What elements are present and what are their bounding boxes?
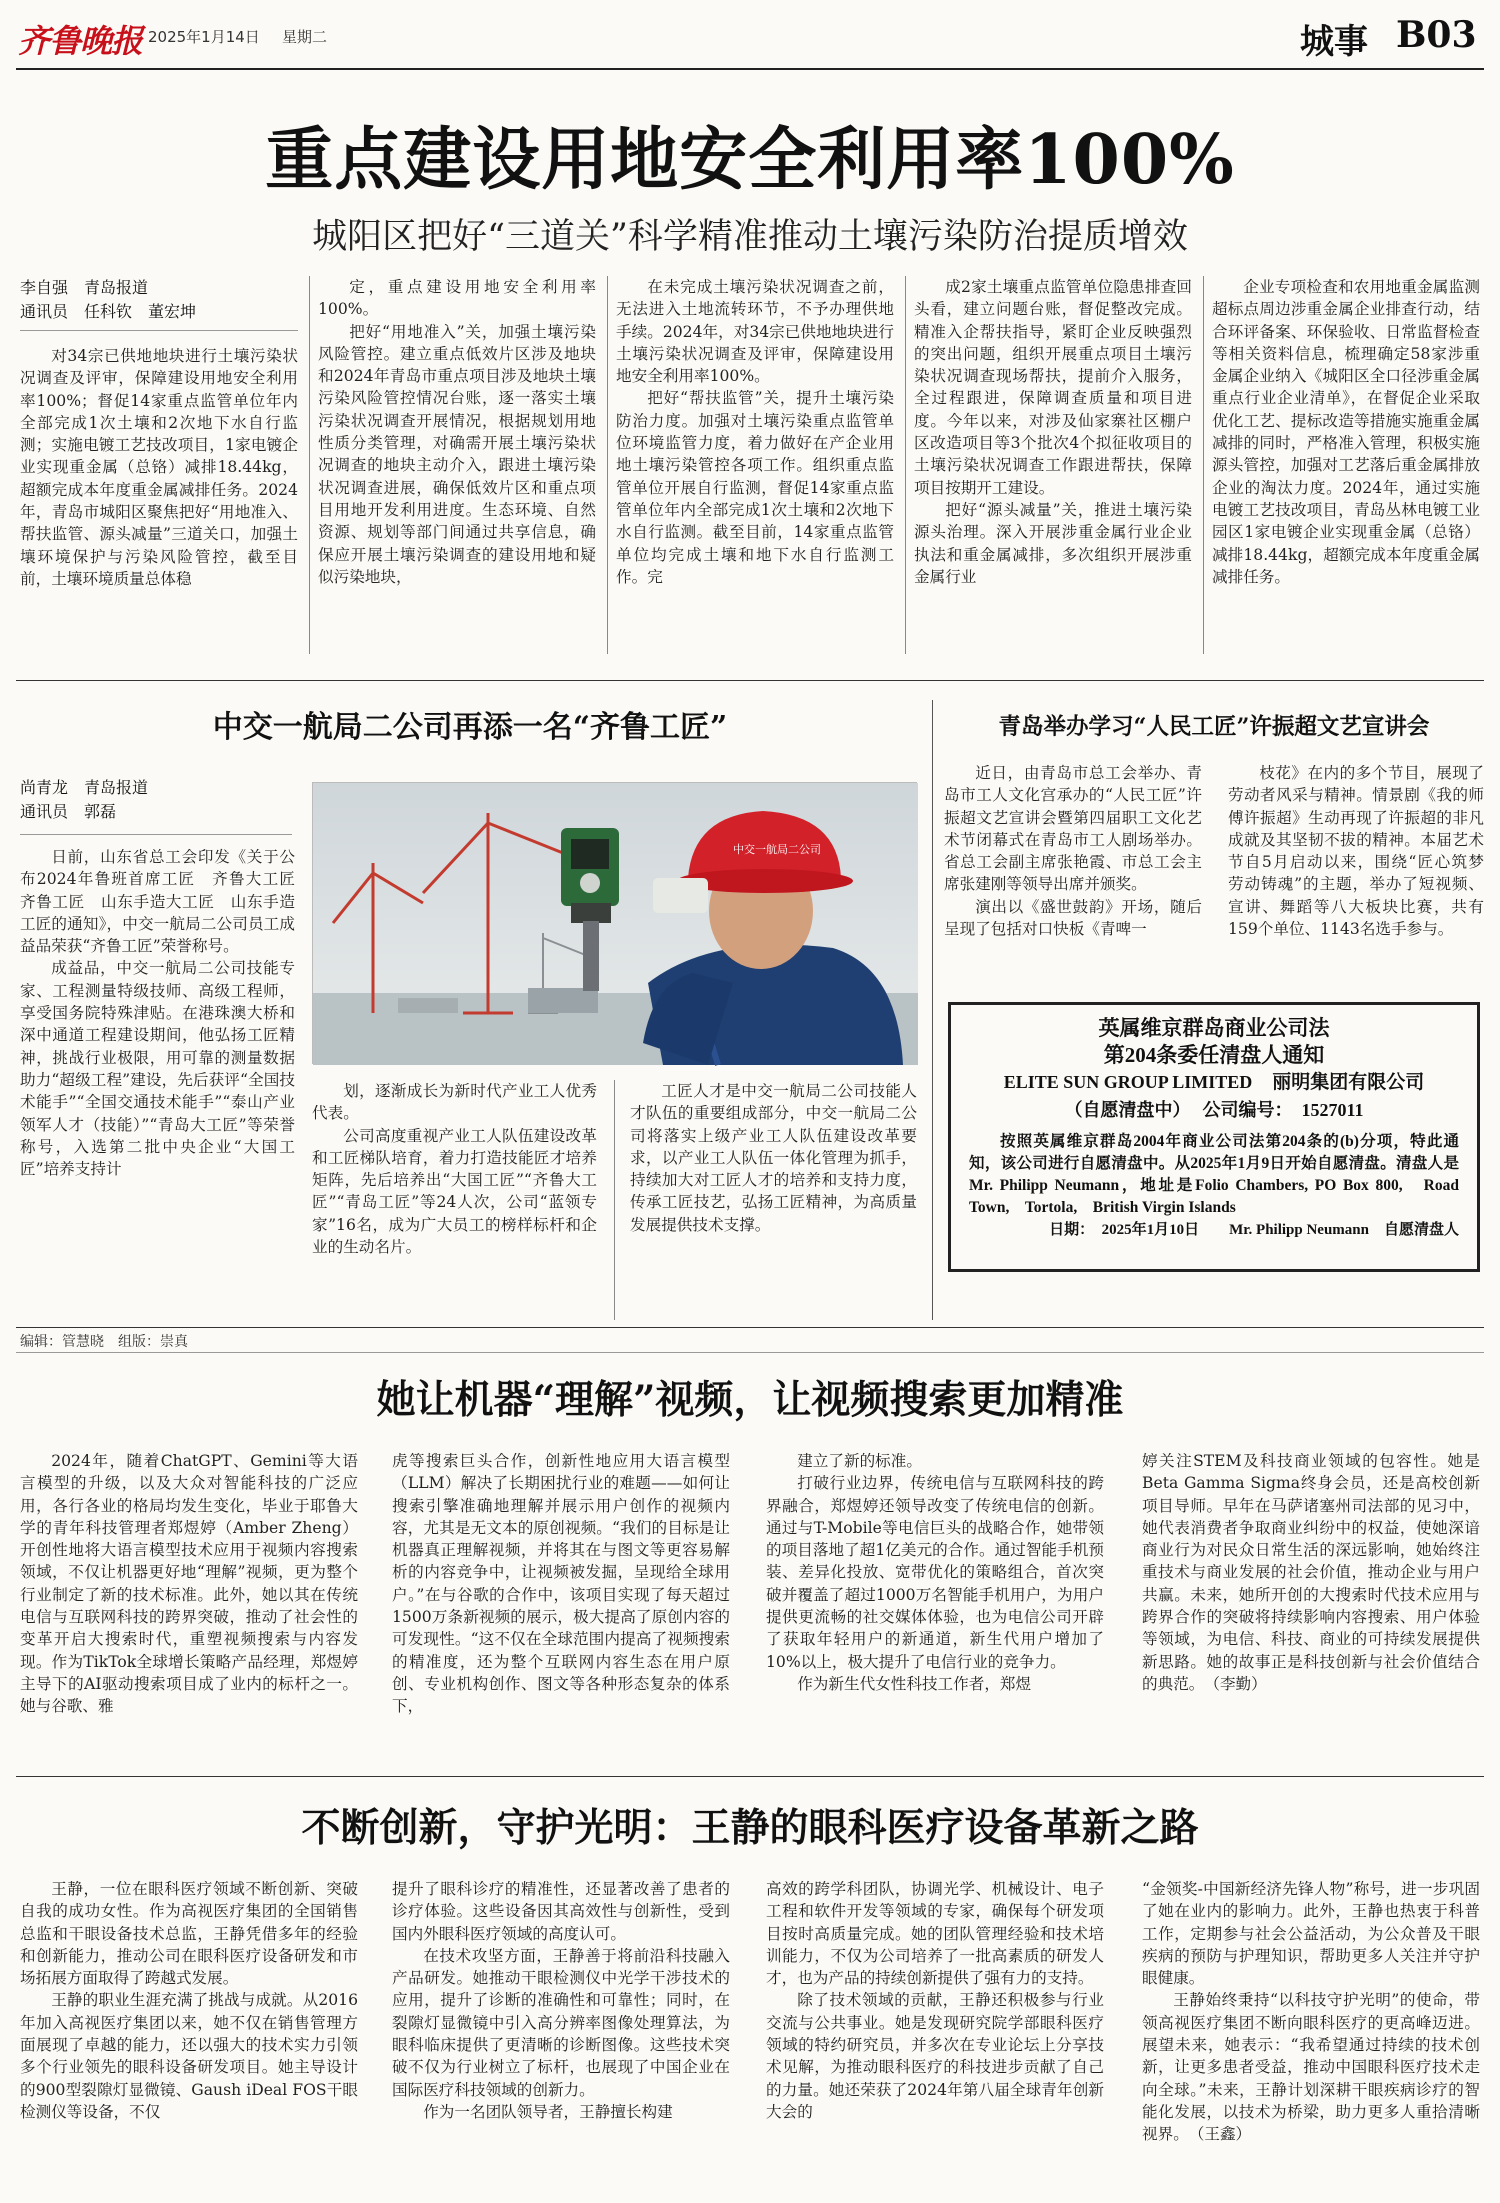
article4-column-4 [1142, 1450, 1480, 1762]
byline-correspondent: 通讯员 任科钦 董宏坤 [20, 302, 197, 321]
article5-text-4: “金领奖-中国新经济先锋人物”称号，进一步巩固了她在业内的影响力。此外，王静也热衷于科普工作，定期参与社会公益活动，为公众普及干眼疾病的预防与护理知识，帮助更多人关注并守护眼健康。 王静始终秉持“以科技守护光明”的使命，带领高视医疗集团不断向眼科医疗的更高峰迈进。展望未来，她表示：“我希望通过持续的技术创新，让更多患者受益，推动中国眼科医疗技术走向全球。”未来，王静计划深耕干眼疾病诊疗的智能化发展，以技术为桥梁，助力更多人重拾清晰视界。 （王鑫） [1142, 1880, 1480, 2144]
article4-column-1 [20, 1450, 358, 1762]
article2-column-3 [630, 1080, 917, 1320]
section-divider [16, 1776, 1484, 1777]
article4-column-3 [766, 1450, 1104, 1762]
article1-text-3: 在未完成土壤污染状况调查之前，无法进入土地流转环节，不予办理供地手续。2024年，对34宗已供地地块进行土壤污染状况调查及评审，保障建设用地安全利用率100%。 把好“帮扶监管”关，提升土壤污染防治力度。加强对土壤污染重点监管单位环境监管力度，着力做好在产企业用地土壤污染管控各项工作。组织重点监管单位开展自行监测，督促14家重点监管单位年内全部完成1次土壤和2次地下水自行监测。截至目前，14家重点监管单位均完成土壤和地下水自行监测工作。完 [616, 278, 894, 586]
article3-title: 青岛举办学习“人民工匠”许振超文艺宣讲会 [998, 714, 1430, 740]
article1-title: 重点建设用地安全利用率100% [265, 120, 1235, 200]
masthead-rule [16, 68, 1484, 70]
article4-text-2: 虎等搜索巨头合作，创新性地应用大语言模型（LLM）解决了长期困扰行业的难题——如何让搜索引擎准确地理解并展示用户创作的视频内容，尤其是无文本的原创视频。“我们的目标是让机器真正理解视频，并将其在与图文等更容易解析的内容竞争中，让视频被发掘，呈现给全球用户。”在与谷歌的合作中，该项目实现了每天超过1500万条新视频的展示，极大提高了原创内容的可发现性。“这不仅在全球范围内提高了视频搜索的精准度，还为整个互联网内容生态在用户原创、专业机构创作、图文等各种形态复杂的体系下， [392, 1452, 730, 1716]
company-number: 公司编号： 1527011 [1202, 1100, 1364, 1120]
page-number: B03 [1396, 14, 1477, 56]
article3-column-1 [944, 762, 1202, 974]
article1-text-4: 成2家土壤重点监管单位隐患排查回头看，建立问题台账，督促整改完成。精准入企帮扶指导，紧盯企业反映强烈的突出问题，组织开展重点项目土壤污染状况调查现场帮扶，提前介入服务，全过程跟进，保障调查质量和项目进度。今年以来，对涉及仙家寨社区棚户区改造项目等3个批次4个拟征收项目的土壤污染状况调查工作跟进帮扶，保障项目按期开工建设。 把好“源头减量”关，推进土壤污染源头治理。深入开展涉重金属行业企业执法和重金属减排，多次组织开展涉重金属行业 [914, 278, 1192, 586]
article1-text-2: 定，重点建设用地安全利用率100%。 把好“用地准入”关，加强土壤污染风险管控。建立重点低效片区涉及地块和2024年青岛市重点项目涉及地块土壤污染风险管控情况台账，逐一落实土壤污染状况调查开展情况，根据规划用地性质分类管理，对确需开展土壤污染状况调查的地块主动介入，跟进土壤污染状况调查进展，确保低效片区和重点项目用地开发利用进度。生态环境、自然资源、规划等部门间通过共享信息，确保应开展土壤污染调查的建设用地和疑似污染地块， [318, 278, 596, 586]
editor-rule-bottom [16, 1352, 1484, 1353]
byline-reporter: 尚青龙 青岛报道 [20, 778, 149, 797]
article4-column-2 [392, 1450, 730, 1762]
article1-column-5 [1212, 276, 1480, 654]
article2-column-1 [20, 846, 311, 1322]
column-rule [309, 276, 310, 654]
article1-subtitle: 城阳区把好“三道关”科学精准推动土壤污染防治提质增效 [312, 217, 1188, 257]
article1-column-3 [616, 276, 894, 654]
worker-photo [312, 782, 917, 1064]
article3-text-2: 枝花》在内的多个节目，展现了劳动者风采与精神。情景剧《我的师傅许振超》生动再现了许振超的非凡成就及其坚韧不拔的精神。本届艺术节自5月启动以来，围绕“匠心筑梦 劳动铸魂”的主题，举办了短视频、宣讲、舞蹈等八大板块比赛，共有159个单位、1143名选手参与。 [1228, 764, 1500, 939]
byline-divider [20, 330, 298, 331]
article2-text-1: 日前，山东省总工会印发《关于公布2024年鲁班首席工匠 齐鲁大工匠 齐鲁工匠 山东手造大工匠 山东手造工匠的通知》，中交一航局二公司员工成益品荣获“齐鲁工匠”荣誉称号。 成益品，中交一航局二公司技能专家、工程测量特级技师、高级工程师，享受国务院特殊津贴。在港珠澳大桥和深中通道工程建设期间，他弘扬工匠精神，挑战行业极限，用可靠的测量数据助力“超级工程”建设，先后获评“全国技术能手”“全国交通技术能手”“泰山产业领军人才（技能）”“青岛大工匠”等荣誉称号，入选第二批中央企业“大国工匠”培养支持计 [20, 848, 311, 1179]
byline-correspondent: 通讯员 郭磊 [20, 802, 117, 821]
article4-title: 她让机器“理解”视频，让视频搜索更加精准 [376, 1377, 1124, 1423]
article2-column-2 [312, 1080, 597, 1320]
liquidation-notice [948, 1002, 1480, 1272]
editor-rule [16, 1327, 1484, 1328]
company-status: （自愿清盘中） [1064, 1100, 1191, 1120]
article1-column-1 [20, 345, 298, 653]
article1-column-2 [318, 276, 596, 654]
article5-column-3 [766, 1878, 1104, 2188]
newspaper-logo: 齐鲁晚报 [18, 22, 143, 60]
article5-column-1 [20, 1878, 358, 2188]
article1-byline [20, 276, 300, 324]
article3-text-1: 近日，由青岛市总工会举办、青岛市工人文化宫承办的“人民工匠”许振超文艺宣讲会暨第四届职工文化艺术节闭幕式在青岛市工人剧场举办。省总工会副主席张艳霞、市总工会主席张建刚等领导出席并颁奖。 演出以《盛世鼓韵》开场，随后呈现了包括对口快板《青啤一 [944, 764, 1202, 939]
issue-date: 2025年1月14日 [148, 28, 260, 46]
byline-divider [20, 834, 292, 835]
article5-text-1: 王静，一位在眼科医疗领域不断创新、突破自我的成功女性。作为高视医疗集团的全国销售总监和干眼设备技术总监，王静凭借多年的经验和创新能力，推动公司在眼科医疗设备研发和市场拓展方面取得了跨越式发展。 王静的职业生涯充满了挑战与成就。从2016年加入高视医疗集团以来，她不仅在销售管理方面展现了卓越的能力，还以强大的技术实力引领多个行业领先的眼科设备研发项目。她主导设计的900型裂隙灯显微镜、Gaush iDeal FOS干眼检测仪等设备，不仅 [20, 1880, 358, 2121]
article4-text-1: 2024年，随着ChatGPT、Gemini等大语言模型的升级，以及大众对智能科技的广泛应用，各行各业的格局均发生变化，毕业于耶鲁大学的青年科技管理者郑煜婷（Amber Zheng）开创性地将大语言模型技术应用于视频内容搜索领域，不仅让机器更好地“理解”视频，更为整个行业制定了新的技术标准。此外，她以其在传统电信与互联网科技的跨界突破，推动了社会性的变革开启大搜索时代，重塑视频搜索与内容发现。作为TikTok全球增长策略产品经理，郑煜婷主导下的AI驱动搜索项目成了业内的标杆之一。她与谷歌、雅 [20, 1452, 358, 1716]
helmet-text: 中交一航局二公司 [733, 843, 821, 856]
article1-text-5: 企业专项检查和农用地重金属监测超标点周边涉重金属企业排查行动，结合环评备案、环保验收、日常监督检查等相关资料信息，梳理确定58家涉重金属企业纳入《城阳区全口径涉重金属重点行业企业清单》，在督促企业采取优化工艺、提标改造等措施实施重金属减排的同时，严格准入管理，积极实施源头管控，加强对工艺落后重金属排放企业的淘汰力度。2024年，通过实施电镀工艺技改项目，青岛丛林电镀工业园区1家电镀企业实现重金属（总铬）减排18.44kg，超额完成本年度重金属减排任务。 [1212, 278, 1480, 586]
article2-text-2: 划，逐渐成长为新时代产业工人优秀代表。 公司高度重视产业工人队伍建设改革和工匠梯队培育，着力打造技能匠才培养矩阵，先后培养出“大国工匠”“齐鲁大工匠”“青岛工匠”等24人次，公司“蓝领专家”16名，成为广大员工的榜样标杆和企业的生动名片。 [312, 1082, 597, 1257]
article3-column-2 [1228, 762, 1500, 974]
notice-company-row [969, 1069, 1459, 1097]
article5-text-2: 提升了眼科诊疗的精准性，还显著改善了患者的诊疗体验。这些设备因其高效性与创新性，受到国内外眼科医疗领域的高度认可。 在技术攻坚方面，王静善于将前沿科技融入产品研发。她推动干眼检测仪中光学干涉技术的应用，提升了诊断的准确性和可靠性；同时，在裂隙灯显微镜中引入高分辨率图像处理算法，为眼科临床提供了更清晰的诊断图像。这些技术突破不仅为行业树立了标杆，也展现了中国企业在国际医疗科技领域的创新力。 作为一名团队领导者，王静擅长构建 [392, 1880, 730, 2121]
notice-status-row [969, 1097, 1459, 1125]
article1-text-1: 对34宗已供地地块进行土壤污染状况调查及评审，保障建设用地安全利用率100%；督促14家重点监管单位年内全部完成1次土壤和2次地下水自行监测；实施电镀工艺技改项目，1家电镀企业实现重金属（总铬）减排18.44kg，超额完成本年度重金属减排任务。2024年，青岛市城阳区聚焦把好“用地准入、帮扶监管、源头减量”三道关口，加强土壤环境保护与污染风险管控，截至目前，土壤环境质量总体稳 [20, 347, 298, 588]
column-rule [607, 276, 608, 654]
article2-title: 中交一航局二公司再添一名“齐鲁工匠” [212, 710, 728, 745]
section-divider [16, 680, 1484, 681]
notice-body: 按照英属维京群岛2004年商业公司法第204条的(b)分项，特此通知，该公司进行自愿清盘中。从2025年1月9日开始自愿清盘。清盘人是Mr. Philipp Neumann，地址是Folio Chambers, PO Box 800, Road Town, Tortola, British Virgin Islands [969, 1133, 1459, 1216]
notice-title-1: 英属维京群岛商业公司法 [1098, 1016, 1330, 1040]
notice-date-line: 日期： 2025年1月10日 Mr. Philipp Neumann 自愿清盘人 [1049, 1222, 1459, 1238]
worker-photo-illustration [313, 783, 918, 1065]
column-rule [905, 276, 906, 654]
notice-title-2: 第204条委任清盘人通知 [1103, 1043, 1325, 1067]
column-rule [932, 700, 933, 1320]
article5-title: 不断创新，守护光明：王静的眼科医疗设备革新之路 [301, 1805, 1199, 1851]
company-english-name: ELITE SUN GROUP LIMITED [1003, 1072, 1253, 1092]
section-name: 城事 [1300, 22, 1368, 62]
editor-credit: 编辑：管慧晓 组版：崇真 [20, 1334, 188, 1350]
article5-column-4 [1142, 1878, 1480, 2188]
article5-text-3: 高效的跨学科团队，协调光学、机械设计、电子工程和软件开发等领域的专家，确保每个研发项目按时高质量完成。她的团队管理经验和技术培训能力，不仅为公司培养了一批高素质的研发人才，也为产品的持续创新提供了强有力的支持。 除了技术领域的贡献，王静还积极参与行业交流与公共事业。她是发现研究院学部眼科医疗领域的特约研究员，并多次在专业论坛上分享技术见解，为推动眼科医疗的科技进步贡献了自己的力量。她还荣获了2024年第八届全球青年创新大会的 [766, 1880, 1104, 2121]
company-chinese-name: 丽明集团有限公司 [1272, 1072, 1425, 1093]
article4-text-4: 婷关注STEM及科技商业领域的包容性。她是Beta Gamma Sigma终身会员，还是高校创新项目导师。早年在马萨诸塞州司法部的见习中，她代表消费者争取商业纠纷中的权益，使她深谙商业行为对民众日常生活的深远影响，她始终注重技术与商业发展的社会价值，推动企业与用户共赢。未来，她所开创的大搜索时代技术应用与跨界合作的突破将持续影响内容搜索、用户体验等领域，为电信、科技、商业的可持续发展提供新思路。她的故事正是科技创新与社会价值结合的典范。 （李勤） [1142, 1452, 1480, 1693]
article5-column-2 [392, 1878, 730, 2188]
article2-byline [20, 776, 300, 824]
article1-column-4 [914, 276, 1192, 654]
column-rule [1203, 276, 1204, 654]
article4-text-3: 建立了新的标准。 打破行业边界，传统电信与互联网科技的跨界融合，郑煜婷还领导改变了传统电信的创新。通过与T-Mobile等电信巨头的战略合作，她带领的项目落地了超1亿美元的合作。通过智能手机预装、差异化投放、宽带优化的策略组合，首次突破并覆盖了超过1000万名智能手机用户，为用户提供更流畅的社交媒体体验，也为电信公司开辟了获取年轻用户的新通道，新生代用户增加了10%以上，极大提升了电信行业的竞争力。 作为新生代女性科技工作者，郑煜 [766, 1452, 1104, 1693]
byline-reporter: 李自强 青岛报道 [20, 278, 149, 297]
column-rule [614, 1080, 615, 1320]
issue-weekday: 星期二 [282, 28, 328, 46]
masthead [0, 0, 1500, 70]
article2-text-3: 工匠人才是中交一航局二公司技能人才队伍的重要组成部分，中交一航局二公司将落实上级产业工人队伍建设改革要求，以产业工人队伍一体化管理为抓手，持续加大对工匠人才的培养和支持力度，传承工匠技艺，弘扬工匠精神，为高质量发展提供技术支撑。 [630, 1082, 917, 1234]
